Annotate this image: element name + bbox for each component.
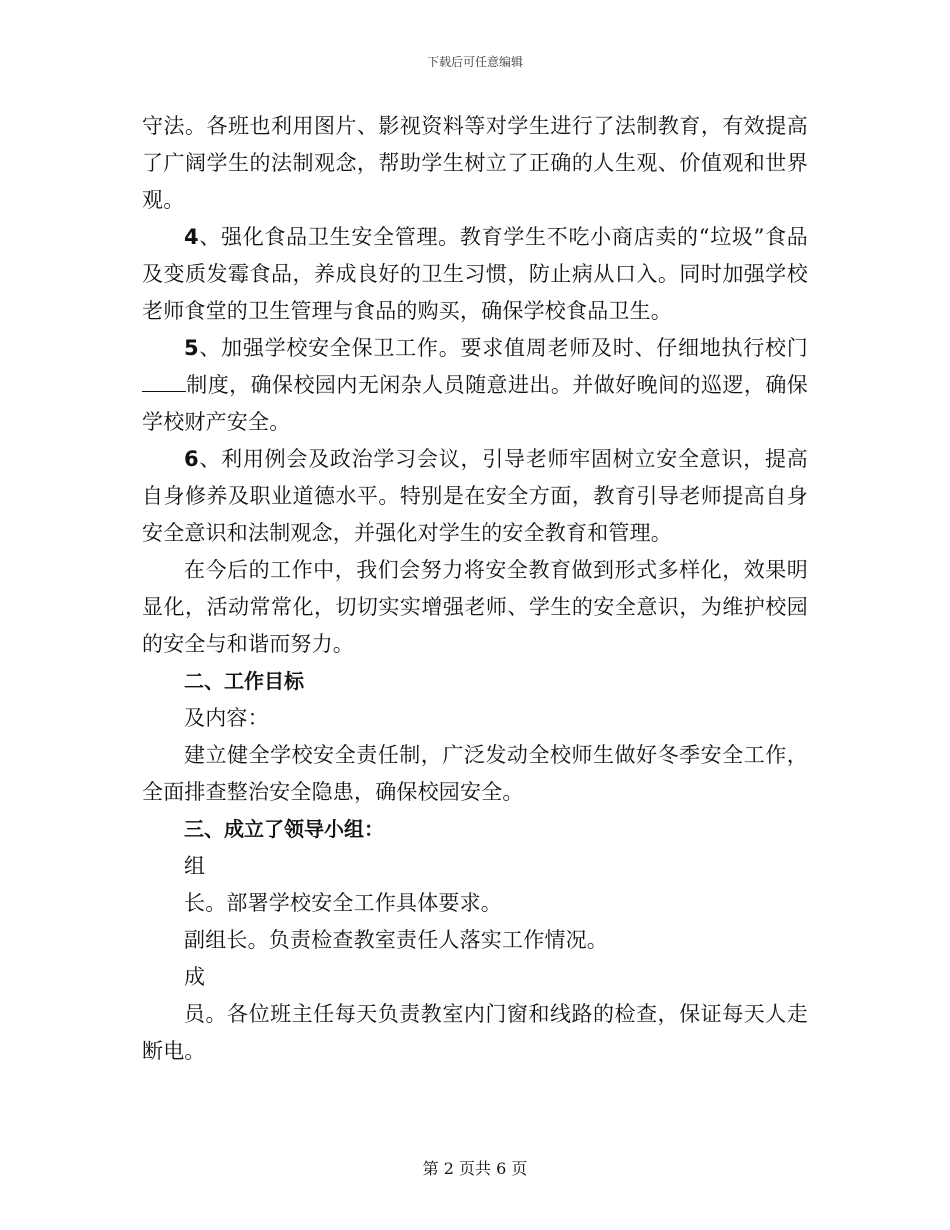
item-number: 4: [184, 225, 199, 249]
page-footer: 第 2 页共 6 页: [422, 1159, 528, 1178]
paragraph-text: 、利用例会及政治学习会议，引导老师牢固树立安全意识，提高自身修养及职业道德水平。特别是在安全方面，教育引导老师提高自身安全意识和法制观念，并强化对学生的安全教育和管理。: [142, 447, 808, 545]
section-heading-3: 三、成立了领导小组：: [184, 817, 384, 841]
fill-blank: [142, 369, 186, 392]
item-number: 5: [184, 336, 199, 360]
item-number: 6: [184, 447, 199, 471]
paragraph-9: 长。部署学校安全工作具体要求。: [184, 891, 502, 915]
paragraph-item-4: [142, 219, 808, 330]
paragraph-text: 、加强学校安全保卫工作。要求值周老师及时、仔细地执行校门: [198, 336, 808, 360]
page-header: 下载后可任意编辑: [426, 55, 523, 69]
paragraph-12: 员。各位班主任每天负责教室内门窗和线路的检查，保证每天人走断电。: [142, 1002, 808, 1063]
paragraph-7: 建立健全学校安全责任制，广泛发动全校师生做好冬季安全工作，全面排查整治安全隐患，确保校园安全。: [142, 743, 808, 804]
paragraph-11: 成: [184, 965, 206, 989]
paragraph-8: 组: [184, 854, 206, 878]
paragraph-1: 守法。各班也利用图片、影视资料等对学生进行了法制教育，有效提高了广阔学生的法制观念，帮助学生树立了正确的人生观、价值观和世界观。: [142, 114, 808, 212]
paragraph-10: 副组长。负责检查教室责任人落实工作情况。: [184, 928, 608, 952]
paragraph-text: 、强化食品卫生安全管理。教育学生不吃小商店卖的“垃圾”食品及变质发霉食品，养成良好的卫生习惯，防止病从口入。同时加强学校老师食堂的卫生管理与食品的购买，确保学校食品卫生。: [142, 225, 808, 323]
paragraph-item-5: [142, 330, 808, 441]
document-body: [142, 108, 808, 1070]
paragraph-item-6: [142, 441, 808, 552]
paragraph-text: 制度，确保校园内无闲杂人员随意进出。并做好晚间的巡逻，确保学校财产安全。: [142, 373, 808, 434]
paragraph-6: 及内容：: [184, 706, 269, 730]
paragraph-summary: 在今后的工作中，我们会努力将安全教育做到形式多样化，效果明显化，活动常常化，切切实实增强老师、学生的安全意识，为维护校园的安全与和谐而努力。: [142, 558, 808, 656]
section-heading-2: 二、工作目标: [184, 669, 304, 693]
